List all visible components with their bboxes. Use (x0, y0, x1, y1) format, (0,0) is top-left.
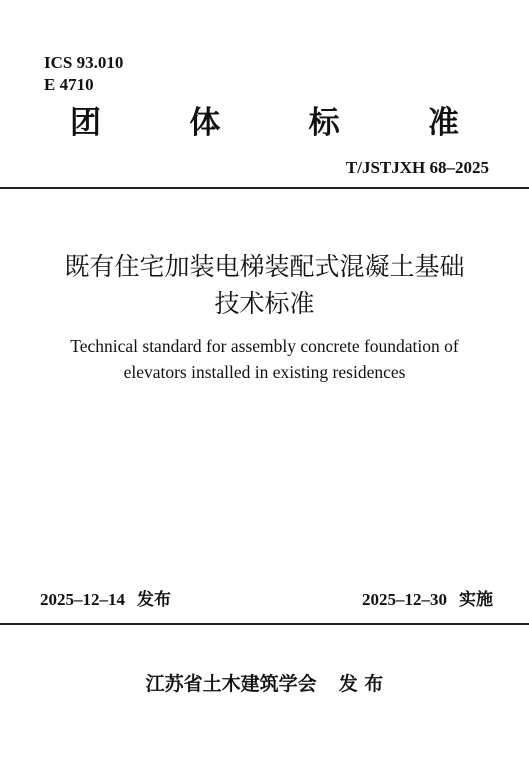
standard-number: T/JSTJXH 68–2025 (345, 158, 489, 177)
title-zh-line2: 技术标准 (214, 289, 315, 318)
publish-date: 2025–12–14 (40, 590, 125, 609)
ccs-code: E 4710 (44, 75, 94, 94)
publish-label: 发布 (137, 590, 171, 610)
implement-label: 实施 (459, 590, 493, 610)
standard-type-char: 准 (427, 105, 459, 141)
publisher (0, 672, 529, 696)
publisher-label: 发 布 (338, 673, 384, 695)
title-en-line1: Technical standard for assembly concrete foundation of (70, 336, 459, 356)
publish-date-block (40, 590, 171, 610)
standard-type-char: 团 (70, 105, 101, 141)
implement-date-block (362, 590, 493, 610)
standard-type (70, 103, 459, 143)
publisher-name: 江苏省土木建筑学会 (145, 673, 317, 695)
standard-type-char: 标 (308, 105, 340, 141)
bottom-divider (0, 623, 529, 625)
title-en-line2: elevators installed in existing residences (123, 362, 406, 382)
standard-type-char: 体 (189, 105, 221, 141)
ics-code: ICS 93.010 (44, 53, 124, 72)
implement-date: 2025–12–30 (362, 590, 447, 609)
top-divider (0, 187, 529, 189)
title-zh-line1: 既有住宅加装电梯装配式混凝土基础 (64, 252, 465, 281)
